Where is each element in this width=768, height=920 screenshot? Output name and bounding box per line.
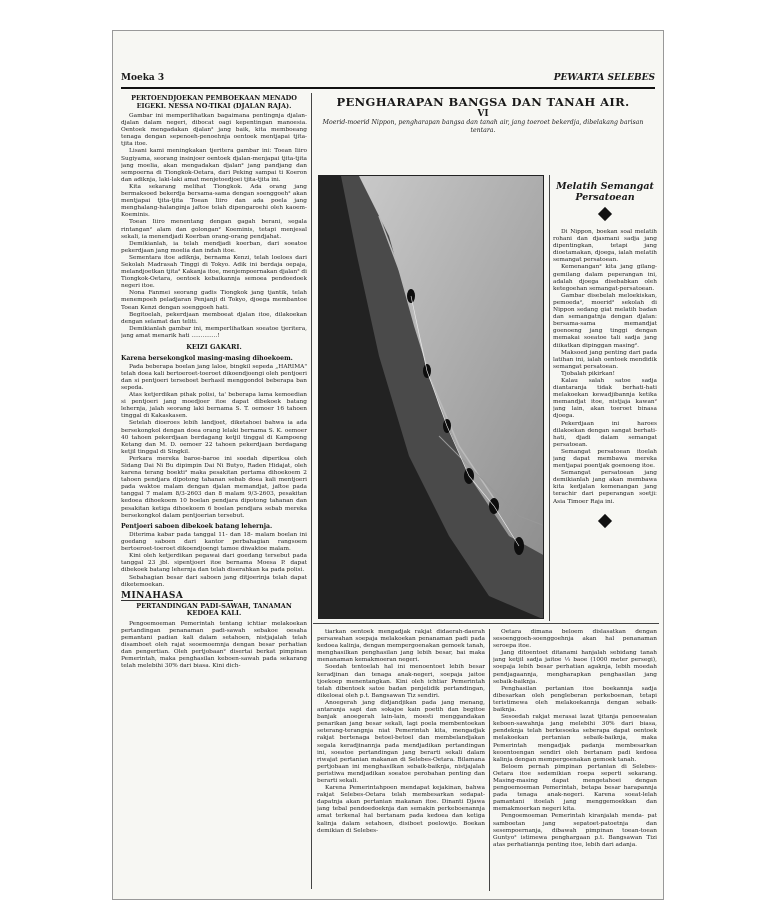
section-heading: MINAHASA	[121, 593, 233, 601]
paragraph: Begitoelah, pekerdjaan memboeat djalan itoe, dilakoekan dengan selamat dan teliti.	[121, 311, 307, 325]
paragraph: Kalau salah satoe sadja diantaranja tidak berhati-hati melakoekan kewadjibannja ketika memandjat itoe, nistjaja kawan² jang lain, akan toeroet binasa djoega.	[553, 377, 657, 420]
paragraph: Tjobalah pikirkan!	[561, 370, 615, 377]
continuation-column-2	[493, 629, 657, 891]
feature-caption: Moerid-moerid Nippon, pengharapan bangsa dan tanah air, jang toeroet bekerdja, dibelakang barisan tentara.	[322, 119, 644, 134]
paragraph: Soedah tentoelah hal ini menoentoet lebih besar keradjinan dan tenaga anak-negeri, soepaja jaitoe tjoekoep menentangkan. Kini oleh ichtiar Pemerintah telah dibentoek satoe badan penjelidik pertandingan, dikeloeai oleh p.t. Bangsawan Tiz sendiri.	[317, 664, 485, 699]
article-body	[121, 364, 307, 520]
sidebar-title: Melatih Semangat Persatoean	[556, 181, 654, 203]
article-body	[121, 621, 307, 671]
paragraph: tiarkan oentoek mengadjak rakjat didaerah-daerah persawahan soepaja melakoekan penanaman padi pada kedoea kalinja, dengan mempergoenakan gemoek tanah, menghasilkan penghasilan jang lebih besar, bai maka menanaman kemakmoeran negeri.	[317, 629, 485, 664]
paragraph: Anoegerah jang didjandjikan pada jang menang, antaranja sapi dan sokajoe kain poetih dan begitoe banjak anoegerah lain-lain, moesti menggandakan penarikan jang besar sekali, lagi poela membentoekan seterang-terangnja niat Pemerintah kita, mengadjak rakjat bertenaga betoel-betoel dan membelandjakan segala keradjinannja pada mendjadikan pertandingan ini, soeatoe pertandingan jang berarti sekali dalam riwajat pertanian makanan di Selebes-Oetara. Bilamana pertjobaan ini menghasilkan sebaik-baiknja, nistjajalah peristiwa mendjadikan soeatoe perobahan penting dan berarti sekali.	[317, 699, 485, 784]
paragraph: Kemenangan² kita jang gilang-gemilang dalam peperangan ini, adalah djoega disebabkan oleh ketegoehan semangat-persatoean.	[553, 264, 657, 292]
paragraph: Semangat persatoean itoelah jang dapat membawa mereka mentjapai poentjak goenoeng itoe.	[553, 448, 657, 470]
column-divider	[311, 93, 312, 889]
mountain-climbing-photo	[318, 175, 544, 619]
paragraph: Gambar disebelah meloekiskan, pemoeda², moerid² sekolah di Nippon sedang giat melatih badan dan semangatnja dengan djalan: bersama-sama memandjat goenoeng jang tinggi dengan memakai soeatoe tali sadja jang diikatkan dipinggan masing².	[553, 292, 657, 349]
article-body	[317, 629, 485, 835]
paragraph: Karena Pemerintahpoen mendapat kejakinan, bahwa rakjat Selebes-Oetara telah membesarkan sedapat-dapatnja akan pertanian makanan itoe. Dinanti Djawa jang tebal pendoedoeknja dan semakin perkeboenannja amat terkenal hal bertanam pada kedoea dan ketiga kalinja dalam setahoen, disiboet poelowijo. Boekan demikian di Selebes-	[317, 785, 485, 834]
paragraph: Pengoemoeman Pemerintah tentang ichtiar melakoekan pertandingan penanaman padi-sawah sebakoe oesaha pemantani padian kali dalam setahoen, nistjajalah telah disamboet oleh rajat seoemoemnja dengan besar perhatian dan pengertian. Oleh pertjobaan² disertai berkat pimpinan Pemerintah, maka penghasilan keboen-sawah pada sekarang telah melebihi 30% dari biasa. Kini dich-	[121, 620, 307, 670]
feature-title-block	[313, 95, 653, 134]
feature-title: PENGHARAPAN BANGSA DAN TANAH AIR.	[336, 95, 630, 109]
paragraph: Perkara mereka baroe-baroe ini soedah diperiksa oleh Sidang Dai Ni Bu dipimpin Dai Ni Butyo, Raden Hidajat, oleh karena terang boekti² maka pesakitan pertama dihoekoem 2 tahoen pendjara dipotong tahanan sebab doea kali mentjoeri pada waktoe malam dengan djalan memandjat, jaïtoe pada tanggal 7 malam 8/3-2603 dan 8 malam 9/3-2603, pesakitan kedoea dihoekoem 10 boelan pendjara dipotong tahanan dan pesakitan ketiga dihoekoem 6 boelan pendjara sebab mereka bersekongkol dalam pentjoerian tersebut.	[121, 455, 307, 519]
paragraph: Penghasilan pertanian itoe boekannja sadja dibesarkan oleh pengleberan perkeboenan, tetapi teristimewa oleh melakoekannja dengan sebaik-baiknja.	[493, 685, 657, 714]
paragraph: Di Nippon, boekan soal melatih rohani dan djasmani sadja jang dipentingkan, tetapi jang dioetamakan, djoega, ialah melatih semangat persatoean.	[553, 229, 657, 264]
paragraph: Maksoed jang penting dari pada latihan ini, ialah oentoek mendidik semangat persatoean.	[553, 349, 657, 370]
paragraph: Sementara itoe adiknja, bernama Kenzi, telah loeloes dari Sekolah Madrasah Tinggi di Tokyo. Adik ini berdaja oepaja, melandjoetkan tjita² Kakanja itoe, menjempoernakan djalan² di Tiongkok-Oetara, oentoek kebaikannja semoea pendoedoek negeri itoe.	[121, 254, 307, 290]
paragraph: Sebahagian besar dari saboen jang ditjoerinja telah dapat diketemoekan.	[121, 574, 307, 588]
article-headline: KEIZI GAKARI.	[186, 343, 242, 351]
photo-image	[319, 176, 544, 619]
paragraph: Demikianlah, ia telah mendjadi koerban, dari soeatoe pekerdjaan jang moelia dan indah itoe.	[121, 240, 307, 254]
paragraph: Semangat persatoean jang demikianlah jang akan membawa kita kedjalan kemenangan jang terachir dari peperangan soetji: Asia Timoer Raja ini.	[553, 470, 657, 505]
paragraph: Demikianlah gambar ini, memperlihatkan soeatoe tjeritera, jang amat menarik hati ..............!	[121, 325, 307, 339]
paragraph: Pengoemoeman Pemerintah kiranjalah menda- pat samboetan jang sepatoet-patoetnja dan sesempoernanja, dibawah pimpinan toean-toean Guntyo² istimewa penghargaan p.t. Bangsawan Tizi atas perhatiannja penting itoe, lebih dari adanja.	[493, 813, 657, 848]
paragraph: Pada beberapa boelan jang laloe, bingkil sepeda „HARIMA" telah doea kali bertoeroet-toeroet dikoendjoengi oleh pentjoeri dan si pentjoeri terseboet berhasil menggondol beberapa ban sepeda.	[121, 363, 307, 391]
diamond-ornament-icon	[598, 207, 612, 221]
feature-number: VI	[477, 109, 489, 119]
article-body	[121, 113, 307, 340]
running-header	[121, 73, 655, 89]
column-divider	[489, 629, 490, 891]
paragraph: Atas ketjerdikan pihak polisi, ta' beberapa lama kemoedian si pentjoeri jang moedjoer itoe dapat dibekoek batang lehernja, jalah seorang laki bernama S. T. oemoer 16 tahoen tinggal di Kakaskasen.	[121, 392, 307, 420]
paragraph: Setelah dioeroes lebih landjoet, diketahoei bahwa ia ada bersekongkol dengan doea orang lelaki bernama S. K. oemoer 40 tahoen pekerdjaan berdagang ketjil tinggal di Kampoeng Ketang dan M. D. oemoer 22 tahoen pekerdjaan berdagang ketjil tinggal di Singkil.	[121, 420, 307, 455]
page-number: Moeka 3	[121, 73, 165, 83]
section-divider	[313, 623, 659, 624]
paragraph: Jang ditoentoet ditanami hanjalah sebidang tanah jang ketjil sadja jaitoe ⅓ baoe (1000 meter persegi), soepaja lebih besar perhatian agaknja, lebih moedah pendjagaannja, mengharapkan penghasilan jang sebaik-baiknja.	[493, 650, 657, 685]
diamond-ornament-icon	[598, 514, 612, 528]
paragraph: Pekerdjaan ini haroes dilakoekan dengan sangat berhati-hati, djadi dalam semangat persatoean.	[553, 420, 657, 448]
article-body	[121, 532, 307, 589]
paragraph: Kita sekarang melihat Tiongkok. Ada orang jang bermaksoed bekerdja bersama-sama dengan soenggoeh² akan mentjapai tjita-tjita Toean Iiiro dan ada poela jang menghalang-halanginja jaïtoe telah dipengaroehi oleh kaoem-Koeminis.	[121, 183, 307, 219]
paragraph: Lisani kami meningkakan tjeritera gambar ini: Toean Iiiro Sugiyama, seorang insinjoer oentoek djalan-menjapai tjita-tjita jang moelia, akan mengadakan djalan² jang pandjang dan sempoerna di Tiongkok-Oetara, dari Peking sampai ti Koeron dan adiknja, laki-laki amat menjetoedjoei tjita-tjita ini.	[121, 148, 307, 183]
paragraph: Oetara dimana beloem dislasatkan dengan sesoenggoeh-soenggoehnja akan hal penanaman seroepa itoe.	[493, 629, 657, 650]
masthead-title: PEWARTA SELEBES	[553, 73, 655, 83]
continuation-column-1	[317, 629, 485, 891]
paragraph: Nona Fanmei seorang gadis Tiongkok jang tjantik, telah menempoeh peladjaran Penjanji di Tokyo, djoega membantoe Toean Kenzi dengan soenggoeh hati.	[121, 290, 307, 311]
article-headline: PERTANDINGAN PADI-SAWAH, TANAMAN KEDOEA KALI.	[136, 601, 292, 618]
article-subhead: Pentjoeri saboen dibekoek batang lehernja.	[121, 522, 273, 530]
sidebar-column	[553, 179, 657, 619]
left-column	[121, 93, 307, 893]
paragraph: Gambar ini memperlihatkan bagaimana pentingnja djalan-djalan dalam negeri, dibocat oagi kepentingan manoesia. Oentoek mengadakan djalan² jang baik, kita memboeang tenaga dengan sepenoeh-penoehnja oentoek mentjapai tjita-tjita itoe.	[121, 113, 307, 148]
article-body	[493, 629, 657, 849]
column-divider	[549, 175, 550, 621]
newspaper-page	[112, 30, 664, 900]
article-subhead: Karena bersekongkol masing-masing dihoekoem.	[121, 354, 293, 362]
paragraph: Beloem pernah pimpinan pertanian di Selebes-Oetara itoe sedemikian roepa seperti sekarang. Masing-masing dapat mengetahoei dengan pengoemoeman Pemerintah, betapa besar harapannja pada tenaga anak-negeri. Karena soeat-lelah pamantani itoelah jang menggemoekkan dan memakmoerkan negeri kita.	[493, 763, 657, 813]
paragraph: Toean Iiiro menentang dengan gagah berani, segala rintangan² alam dan golongan² Koeminis, tetapi menjesal sekali, ia menendjadi Koerban orang-orang pendjahat.	[121, 219, 307, 240]
paragraph: Sesoedah rakjat merasai lazat tjitanja penoewaian keboen-sawahnja jang melebihi 30% dari biasa, pendeknja telah berkesoeka seberapa dapat oentoek melakoekan pertanian sebaik-baiknja, maka Pemerintah mengadjak padanja membesarkan keoentoengan sendiri oleh bertanam padi kedoea kalinja dengan mempergoenakan gemoek tanah.	[493, 714, 657, 763]
sidebar-body	[553, 229, 657, 506]
paragraph: Diterima kabar pada tanggal 11- dan 18- malam boelan ini goedang saboen dari kantor perbahagian rangsoem bertoeroet-toeroet dikoendjoengi tamoe diwaktoe malam.	[121, 531, 307, 553]
paragraph: Kini oleh ketjerdikan pegawai dari goedang tersebut pada tanggal 23 jbl. sipentjoeri itoe bernama Moesa P. dapat dibekoek batang lehernja dan telah diserahkan ka pada polisi.	[121, 553, 307, 574]
article-headline: PERTOENDJOEKAN PEMBOEKAAN MENADO EIGEKI. NESSA NO-TIKAI (DJALAN RAJA).	[131, 94, 297, 110]
